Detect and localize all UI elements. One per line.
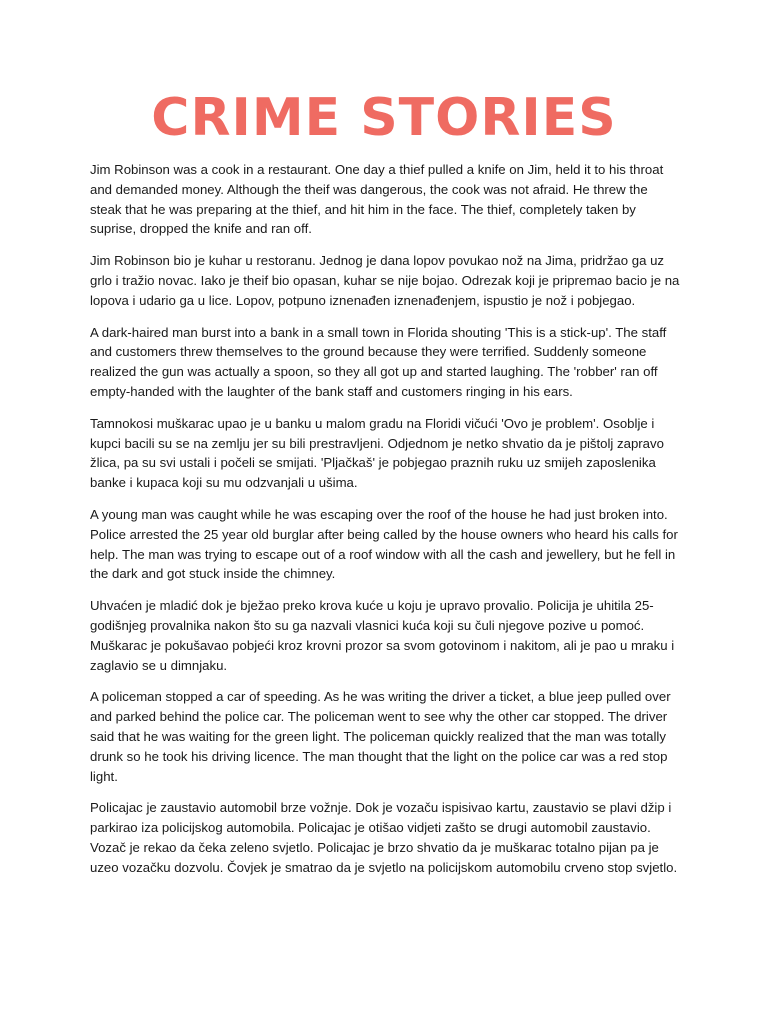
paragraph-4-croatian: Policajac je zaustavio automobil brze vožnje. Dok je vozaču ispisivao kartu, zaustavio se plavi džip i parkirao iza policijskog automobila. Policajac je otišao vidjeti zašto se drugi automobil zaustavio. Vozač je rekao da čeka zeleno svjetlo. Policajac je brzo shvatio da je muškarac totalno pijan pa je uzeo vozačku dozvolu. Čovjek je smatrao da je svjetlo na policijskom automobilu crveno stop svjetlo. [90, 800, 678, 875]
page-title: CRIME STORIES [151, 88, 617, 148]
paragraph-1-croatian: Jim Robinson bio je kuhar u restoranu. Jednog je dana lopov povukao nož na Jima, pridržao ga uz grlo i tražio novac. Iako je theif bio opasan, kuhar se nije bojao. Odrezak koji je pripremao bacio je na lopova i udario ga u lice. Lopov, potpuno iznenađen iznenađenjem, ispustio je nož i pobjegao. [90, 253, 680, 308]
paragraph-4-english: A policeman stopped a car of speeding. As he was writing the driver a ticket, a blue jeep pulled over and parked behind the police car. The policeman went to see why the other car stopped. The driver said that he was waiting for the green light. The policeman quickly realized that the man was totally drunk so he took his driving licence. The man thought that the light on the police car was a red stop light. [90, 689, 671, 784]
paragraph-1-english: Jim Robinson was a cook in a restaurant. One day a thief pulled a knife on Jim, held it to his throat and demanded money. Although the theif was dangerous, the cook was not afraid. He threw the steak that he was preparing at the thief, and hit him in the face. The thief, completely taken by suprise, dropped the knife and ran off. [90, 162, 664, 237]
paragraph-3-croatian: Uhvaćen je mladić dok je bježao preko krova kuće u koju je upravo provalio. Policija je uhitila 25-godišnjeg provalnika nakon što su ga nazvali vlasnici kuća koji su čuli njegove pozive u pomoć. Muškarac je pokušavao pobjeći kroz krovni prozor sa svom gotovinom i nakitom, ali je pao u mraku i zaglavio se u dimnjaku. [90, 598, 675, 673]
paragraph-3-english: A young man was caught while he was escaping over the roof of the house he had just broken into. Police arrested the 25 year old burglar after being called by the house owners who heard his calls for help. The man was trying to escape out of a roof window with all the cash and jewellery, but he fell in the dark and got stuck inside the chimney. [90, 506, 678, 582]
document-body [90, 160, 680, 890]
paragraph-2-croatian: Tamnokosi muškarac upao je u banku u malom gradu na Floridi vičući 'Ovo je problem'. Osoblje i kupci bacili su se na zemlju jer su bili prestravljeni. Odjednom je netko shvatio da je pištolj zapravo žlica, pa su svi ustali i počeli se smijati. 'Pljačkaš' je pobjegao praznih ruku uz smijeh zaposlenika banke i kupaca koji su mu odzvanjali u ušima. [90, 415, 664, 491]
paragraph-2-english: A dark-haired man burst into a bank in a small town in Florida shouting 'This is a stick-up'. The staff and customers threw themselves to the ground because they were terrified. Suddenly someone realized the gun was actually a spoon, so they all got up and started laughing. The 'robber' ran off empty-handed with the laughter of the bank staff and customers ringing in his ears. [90, 324, 667, 399]
